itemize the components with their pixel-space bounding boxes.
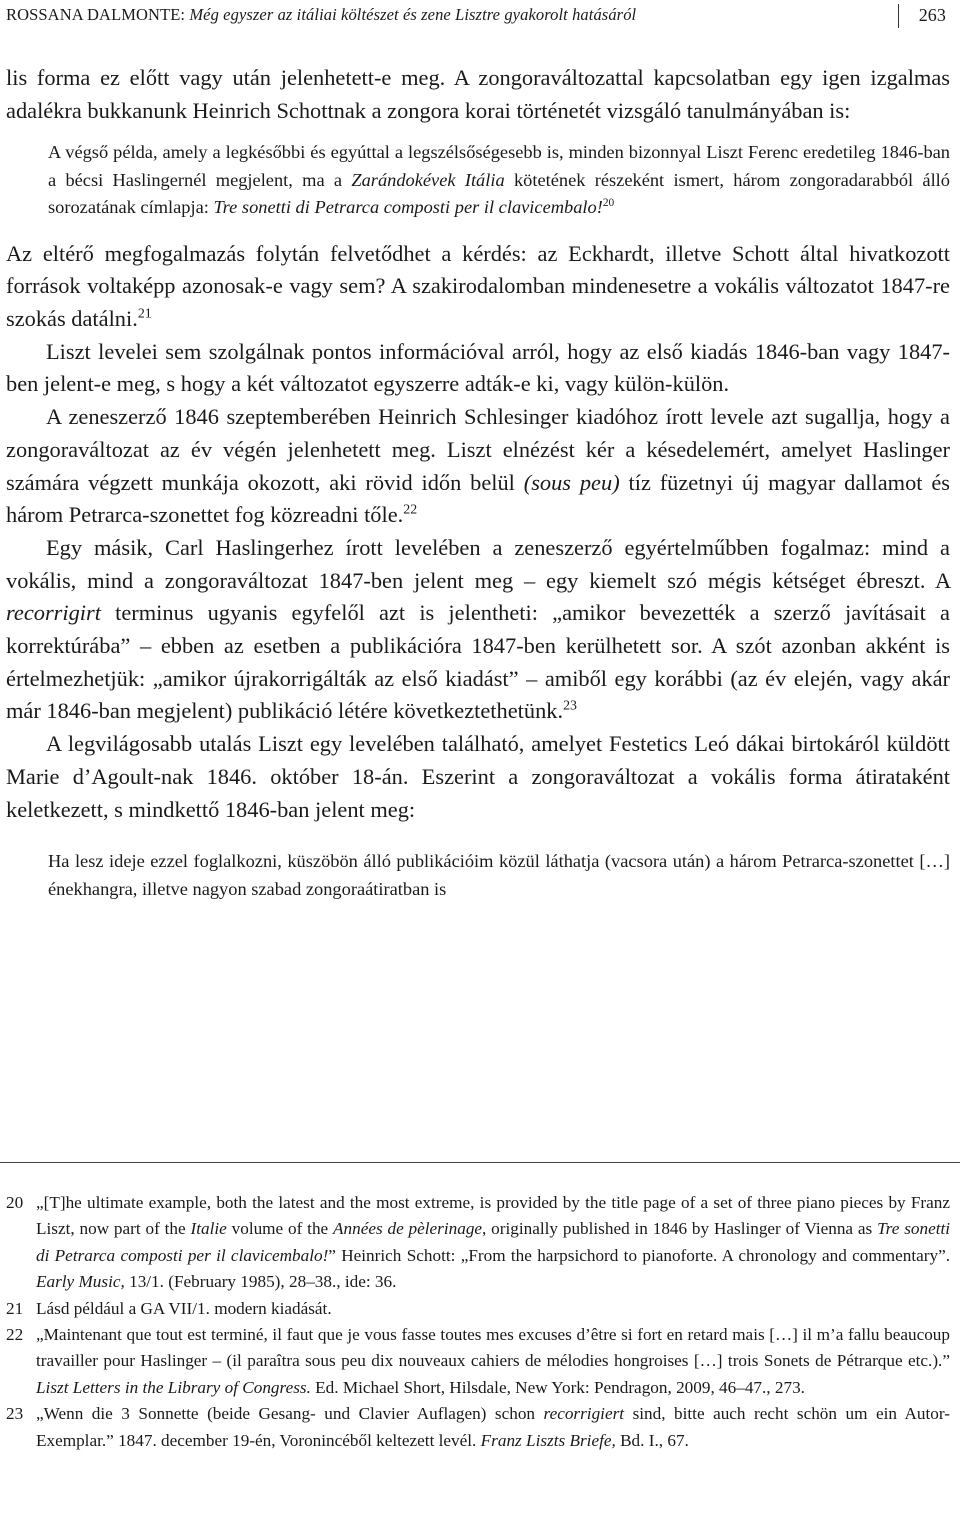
paragraph-text: A zeneszerző 1846 szeptemberében Heinrich Schlesinger kiadóhoz írott levele azt sugallja, hogy a zongoraváltozat az év végén jelenhetett meg. Liszt elnézést kér a késedelemért, amelyet Haslinger számára végzett munkája okozott, aki rövid időn belül xyxy=(6,404,950,495)
paragraph xyxy=(6,532,950,728)
footnote-ref-20: 20 xyxy=(602,197,615,210)
footnote-separator xyxy=(0,1162,960,1163)
footnotes xyxy=(6,1190,950,1454)
footnote-text: Bd. I., 67. xyxy=(620,1430,689,1450)
running-head-title: Még egyszer az itáliai költészet és zene Lisztre gyakorolt hatásáról xyxy=(189,5,637,24)
quote-text: A végső példa, amely a legkésőbbi és egyúttal a legszélsőségesebb is, minden bizonnyal Liszt Ferenc eredetileg 1846-ban a bécsi Haslingernél megjelent, ma a xyxy=(48,142,950,190)
paragraph-continued xyxy=(6,62,950,127)
paragraph-text: Egy másik, Carl Haslingerhez írott levelében a zeneszerző egyértelműbben fogalmaz: mind a vokális, mind a zongoraváltozat 1847-ben jelent meg – egy kiemelt szó mégis kétséget ébreszt. A xyxy=(6,534,950,593)
paragraph xyxy=(6,336,950,401)
page-number: 263 xyxy=(918,5,946,25)
footnote-text: 13/1. (February 1985), 28–38., ide: 36. xyxy=(129,1272,397,1292)
footnote-number: 21 xyxy=(6,1298,24,1318)
quote-italic-title: Zarándokévek Itália xyxy=(351,169,505,190)
paragraph xyxy=(6,401,950,532)
paragraph xyxy=(6,728,950,826)
running-head-author: ROSSANA DALMONTE: xyxy=(6,5,186,24)
footnote-text: ” Heinrich Schott: „From the harpsichord to pianoforte. A chronology and commentary”. xyxy=(328,1245,950,1265)
footnote-text: Ed. Michael Short, Hilsdale, New York: Pendragon, 2009, 46–47., 273. xyxy=(315,1377,805,1397)
quote-text: Ha lesz ideje ezzel foglalkozni, küszöbön álló publikációim közül láthatja (vacsora után) a három Petrarca-szonettet […] énekhangra, illetve nagyon szabad zongoraátiratban is xyxy=(48,851,950,899)
footnote-italic: Liszt Letters in the Library of Congress. xyxy=(36,1377,311,1397)
footnote-23 xyxy=(6,1401,950,1454)
footnote-italic: recorrigiert xyxy=(543,1404,625,1424)
paragraph-text: lis forma ez előtt vagy után jelenhetett-e meg. A zongoraváltozattal kapcsolatban egy igen izgalmas adalékra bukkanunk Heinrich Schottnak a zongora korai történetét vizsgáló tanulmányában is: xyxy=(6,65,950,123)
footnote-italic: Italie xyxy=(190,1219,227,1239)
footnote-text: „Wenn die 3 Sonnette (beide Gesang- und Clavier Auflagen) schon xyxy=(36,1404,536,1424)
paragraph-text: A legvilágosabb utalás Liszt egy levelében található, amelyet Festetics Leó dákai birtokáról küldött Marie d’Agoult-nak 1846. október 18-án. Eszerint a zongoraváltozat a vokális forma átirataként keletkezett, s mindkettő 1846-ban jelent meg: xyxy=(6,731,950,822)
footnote-italic: Early Music, xyxy=(36,1272,125,1292)
running-head-divider xyxy=(898,4,899,28)
paragraph-text: Liszt levelei sem szolgálnak pontos információval arról, hogy az első kiadás 1846-ban vagy 1847-ben jelent-e meg, s hogy a két változatot egyszerre adták-e ki, vagy külön-külön. xyxy=(6,338,950,397)
footnote-text: , originally published in 1846 by Haslinger of Vienna as xyxy=(482,1219,873,1239)
footnote-italic: Tre sonetti di Petrarca composti per il clavicembalo! xyxy=(36,1219,951,1265)
footnote-21 xyxy=(6,1296,950,1322)
footnote-text: sind, bitte auch recht schön um ein Autor-Exemplar.” 1847. december 19-én, Voronincéből keltezett levél. xyxy=(36,1404,951,1450)
footnote-italic: Années de pèlerinage xyxy=(333,1219,483,1239)
footnote-number: 22 xyxy=(6,1325,24,1345)
block-quote-schott xyxy=(48,139,950,221)
quote-text: kötetének részeként ismert, három zongoradarabból álló sorozatának címlapja: xyxy=(48,169,950,218)
footnote-text: „Maintenant que tout est terminé, il faut que je vous fasse toutes mes excuses d’être si fort en retard mais […] il m’a fallu beaucoup travailler pour Haslinger – (il paraîtra sous peu dix nouveaux cahiers de mélodies hongroises […] trois Sonets de Pétrarque etc.).” xyxy=(36,1325,950,1371)
running-head xyxy=(6,2,950,30)
footnote-text: volume of the xyxy=(231,1219,329,1239)
footnote-number: 20 xyxy=(6,1193,24,1212)
quote-italic-title: Tre sonetti di Petrarca composti per il clavicembalo! xyxy=(213,197,603,218)
footnote-ref-23: 23 xyxy=(563,699,577,714)
paragraph-italic: recorrigirt xyxy=(6,600,101,626)
footnote-text: Lásd például a GA VII/1. modern kiadását. xyxy=(36,1298,332,1318)
footnote-text: „[T]he ultimate example, both the latest and the most extreme, is provided by the title page of a set of three piano pieces by Franz Liszt, now part of the xyxy=(36,1193,950,1239)
footnote-ref-21: 21 xyxy=(137,306,152,322)
paragraph-text: Az eltérő megfogalmazás folytán felvetődhet a kérdés: az Eckhardt, illetve Schott által hivatkozott források voltaképp azonosak-e vagy sem? A szakirodalomban mindenesetre a vokális változatot 1847-re szokás datálni. xyxy=(6,240,950,332)
footnote-22 xyxy=(6,1322,950,1401)
footnote-ref-22: 22 xyxy=(403,502,418,518)
main-text xyxy=(6,62,950,903)
paragraph xyxy=(6,238,950,336)
footnote-20 xyxy=(6,1190,950,1296)
paragraph-italic: (sous peu) xyxy=(523,469,620,495)
paragraph-text: tíz füzetnyi új magyar dallamot és három Petrarca-szonettet fog közreadni tőle. xyxy=(6,469,950,528)
paragraph-text: terminus ugyanis egyfelől azt is jelentheti: „amikor bevezették a szerző javításait a korrektúrába” – ebben az esetben a publikációra 1847-ben kerülhetett sor. A szót azonban akként is értelmezhetjük: „amikor újrakorrigálták az első kiadást” – amiből egy korábbi (az év elején, vagy akár már 1846-ban megjelent) publikáció létére következtethetünk. xyxy=(6,600,950,724)
footnote-italic: Franz Liszts Briefe, xyxy=(480,1430,616,1450)
block-quote-letter xyxy=(48,848,950,903)
footnote-number: 23 xyxy=(6,1404,24,1424)
